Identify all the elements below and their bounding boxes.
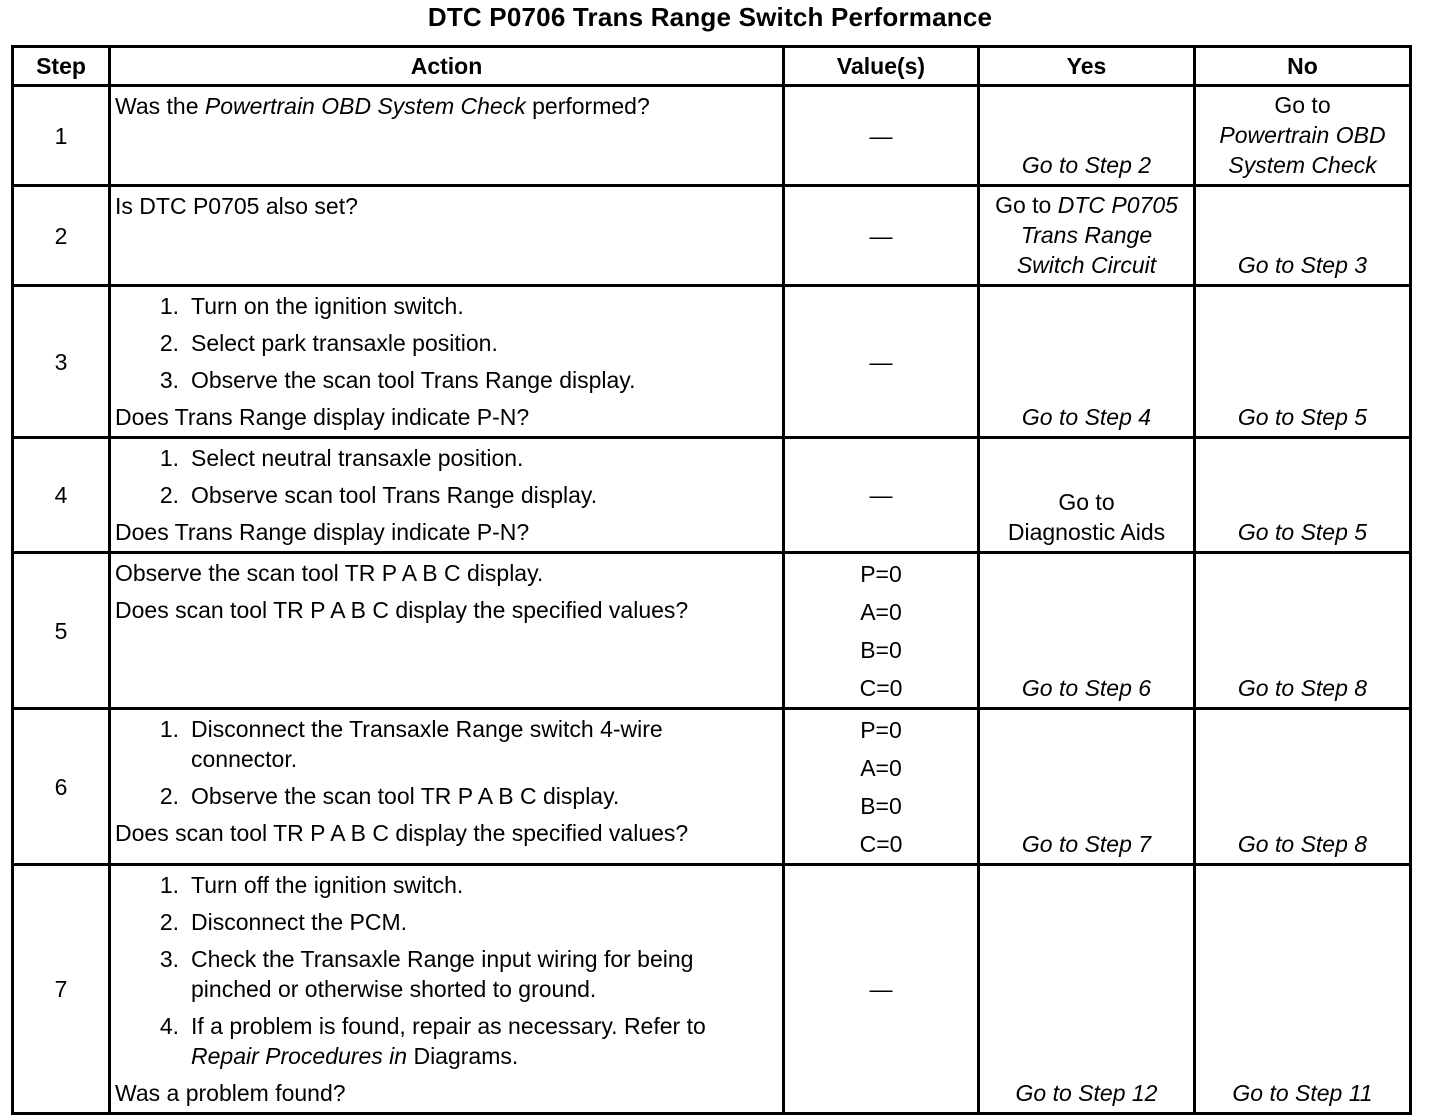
values-cell: — — [784, 286, 979, 438]
question-link-text: Powertrain OBD System Check — [204, 93, 526, 119]
list-item — [115, 781, 778, 811]
action-cell — [110, 865, 784, 1114]
table-row-step-5 — [13, 553, 1411, 709]
value-item: P=0 — [860, 560, 902, 587]
list-item — [115, 1011, 778, 1071]
list-item — [115, 480, 778, 510]
step-number: 6 — [13, 709, 110, 865]
action-cell — [110, 709, 784, 865]
no-cell[interactable]: Go to Step 5 — [1195, 286, 1411, 438]
step-number: 7 — [13, 865, 110, 1114]
yes-cell[interactable]: Go to Step 4 — [979, 286, 1195, 438]
question-text: performed? — [525, 93, 650, 119]
action-question: Is DTC P0705 also set? — [115, 193, 358, 219]
action-question — [115, 91, 778, 121]
action-steps-list — [115, 443, 778, 510]
step-number: 1 — [13, 86, 110, 186]
yes-line: Trans Range — [1020, 222, 1153, 248]
action-cell — [110, 553, 784, 709]
header-action: Action — [110, 47, 784, 86]
table-row-step-6 — [13, 709, 1411, 865]
list-item — [115, 714, 778, 774]
step-number: 5 — [13, 553, 110, 709]
table-row-step-2 — [13, 186, 1411, 286]
no-cell[interactable]: Go to Step 3 — [1195, 186, 1411, 286]
yes-line: Diagnostic Aids — [1007, 519, 1166, 545]
no-cell[interactable] — [1195, 86, 1411, 186]
step-number: 4 — [13, 438, 110, 553]
table-row-step-3 — [13, 286, 1411, 438]
list-item — [115, 365, 778, 395]
yes-text: Go to — [995, 192, 1058, 218]
value-item: B=0 — [860, 636, 902, 663]
no-line: System Check — [1228, 152, 1377, 178]
item-number: 3. — [159, 946, 179, 972]
item-text: Observe the scan tool TR P A B C display. — [191, 783, 620, 809]
no-cell[interactable]: Go to Step 5 — [1195, 438, 1411, 553]
item-number: 1. — [159, 872, 179, 898]
value-item: P=0 — [860, 716, 902, 743]
table-row-step-7 — [13, 865, 1411, 1114]
list-item — [115, 944, 778, 1004]
list-item — [115, 443, 778, 473]
action-question: Was a problem found? — [115, 1080, 346, 1106]
values-cell: — — [784, 865, 979, 1114]
item-text: Observe scan tool Trans Range display. — [191, 482, 598, 508]
action-cell — [110, 286, 784, 438]
yes-cell[interactable]: Go to Step 7 — [979, 709, 1195, 865]
action-question: Does Trans Range display indicate P-N? — [115, 404, 530, 430]
list-item — [115, 328, 778, 358]
value-item: C=0 — [859, 674, 903, 701]
item-number: 2. — [159, 909, 179, 935]
value-item: A=0 — [860, 598, 902, 625]
values-cell — [784, 709, 979, 865]
item-number: 1. — [159, 716, 179, 742]
yes-line: Switch Circuit — [1016, 252, 1157, 278]
values-cell: — — [784, 186, 979, 286]
item-text: Disconnect the PCM. — [191, 909, 408, 935]
values-cell — [784, 553, 979, 709]
header-step: Step — [13, 47, 110, 86]
table-header-row — [13, 47, 1411, 86]
values-cell: — — [784, 86, 979, 186]
value-item: B=0 — [860, 792, 902, 819]
action-cell — [110, 186, 784, 286]
list-item — [115, 291, 778, 321]
question-text: Was the — [115, 93, 205, 119]
item-text-part: If a problem is found, repair as necessary. Refer to — [191, 1013, 706, 1039]
yes-cell[interactable]: Go to Step 2 — [979, 86, 1195, 186]
no-cell[interactable]: Go to Step 11 — [1195, 865, 1411, 1114]
action-steps-list — [115, 714, 778, 811]
values-cell: — — [784, 438, 979, 553]
table-row-step-4 — [13, 438, 1411, 553]
item-link-text: Repair Procedures in — [191, 1043, 408, 1069]
list-item — [115, 907, 778, 937]
item-text: Select park transaxle position. — [191, 330, 498, 356]
item-text: Turn off the ignition switch. — [191, 872, 464, 898]
action-question: Does scan tool TR P A B C display the specified values? — [115, 820, 689, 846]
action-line: Observe the scan tool TR P A B C display. — [115, 560, 544, 586]
header-yes: Yes — [979, 47, 1195, 86]
step-number: 3 — [13, 286, 110, 438]
item-text: Check the Transaxle Range input wiring for being pinched or otherwise shorted to ground. — [191, 946, 694, 1002]
no-line: Go to — [1274, 92, 1331, 118]
yes-line: Go to — [1058, 489, 1115, 515]
list-item — [115, 870, 778, 900]
item-text-part: Diagrams. — [407, 1043, 519, 1069]
item-number: 2. — [159, 783, 179, 809]
value-item: C=0 — [859, 830, 903, 857]
header-no: No — [1195, 47, 1411, 86]
yes-line — [982, 190, 1191, 220]
item-text: Disconnect the Transaxle Range switch 4-wire connector. — [191, 716, 663, 772]
header-values: Value(s) — [784, 47, 979, 86]
item-text: Turn on the ignition switch. — [191, 293, 464, 319]
diagnostic-table — [11, 45, 1412, 1115]
action-question: Does Trans Range display indicate P-N? — [115, 519, 530, 545]
item-number: 1. — [159, 445, 179, 471]
yes-link-text: DTC P0705 — [1057, 192, 1178, 218]
action-cell — [110, 438, 784, 553]
no-cell[interactable]: Go to Step 8 — [1195, 709, 1411, 865]
value-item: A=0 — [860, 754, 902, 781]
page-title: DTC P0706 Trans Range Switch Performance — [427, 2, 993, 32]
table-row-step-1 — [13, 86, 1411, 186]
yes-cell[interactable] — [979, 186, 1195, 286]
no-line: Powertrain OBD — [1219, 122, 1386, 148]
item-text: Select neutral transaxle position. — [191, 445, 524, 471]
yes-cell[interactable]: Go to Step 12 — [979, 865, 1195, 1114]
item-number: 4. — [159, 1013, 179, 1039]
action-steps-list — [115, 291, 778, 395]
no-cell[interactable]: Go to Step 8 — [1195, 553, 1411, 709]
step-number: 2 — [13, 186, 110, 286]
item-number: 2. — [159, 330, 179, 356]
yes-cell[interactable] — [979, 438, 1195, 553]
action-steps-list — [115, 870, 778, 1071]
item-number: 3. — [159, 367, 179, 393]
item-text: Observe the scan tool Trans Range display. — [191, 367, 636, 393]
item-text — [191, 1011, 778, 1071]
action-cell — [110, 86, 784, 186]
item-number: 2. — [159, 482, 179, 508]
action-question: Does scan tool TR P A B C display the specified values? — [115, 597, 689, 623]
yes-cell[interactable]: Go to Step 6 — [979, 553, 1195, 709]
item-number: 1. — [159, 293, 179, 319]
